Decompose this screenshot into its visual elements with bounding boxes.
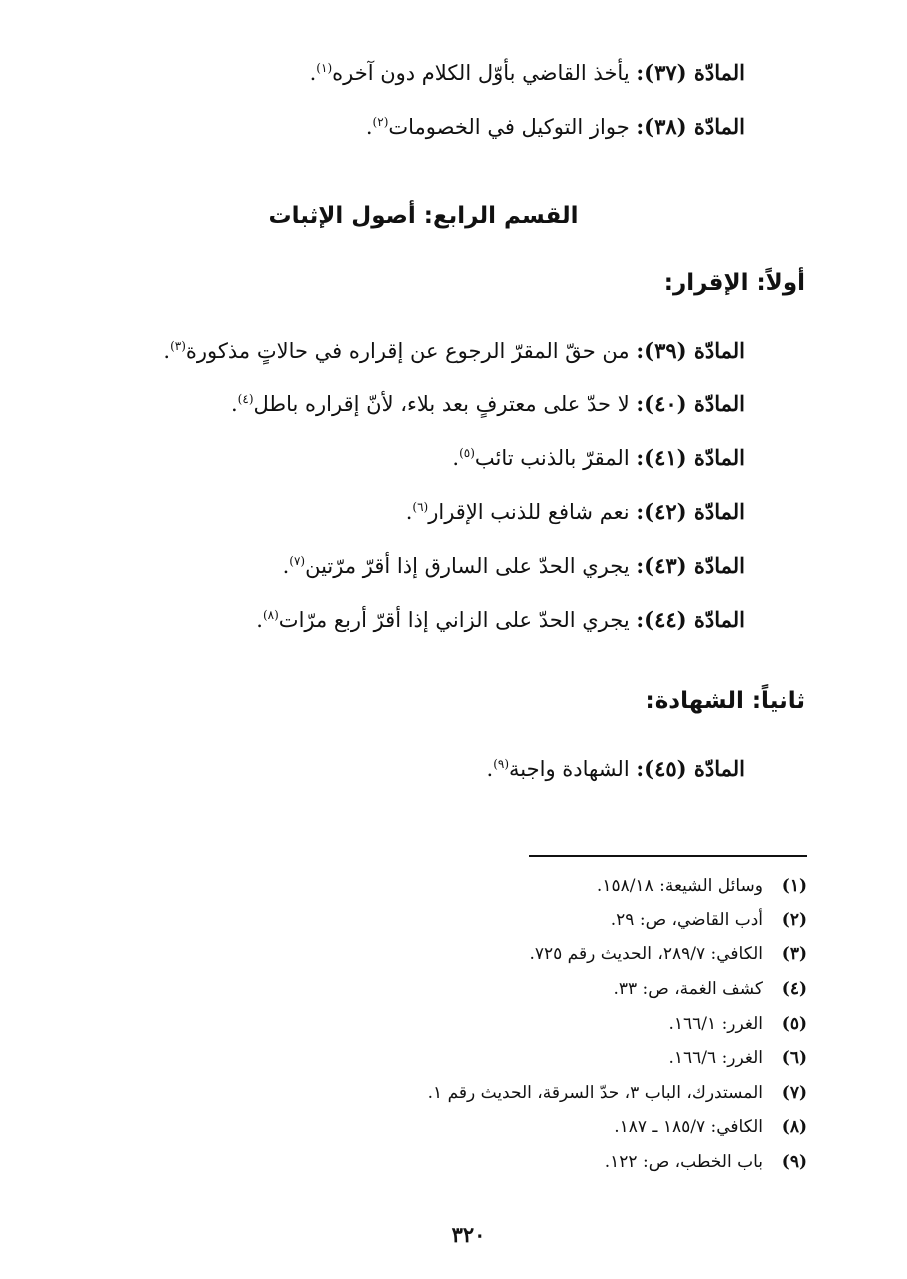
- footnote-ref: (٧): [289, 554, 306, 568]
- section-title: القسم الرابع: أصول الإثبات: [268, 203, 579, 229]
- article-41: المادّة (٤١): المقرّ بالذنب تائب$^{(٥)}$.: [452, 445, 745, 470]
- article-text: من حقّ المقرّ الرجوع عن إقراره في حالاتٍ مذكورة: [185, 339, 630, 363]
- footnote-ref: (٥): [459, 446, 475, 460]
- footnote-item: [605, 1150, 807, 1174]
- footnote-ref: (٢): [372, 115, 389, 129]
- footnote-ref: (٦): [412, 500, 429, 514]
- article-37: المادّة (٣٧): يأخذ القاضي بأوّل الكلام دون آخره$^{(١)}$.: [309, 60, 745, 85]
- article-39: المادّة (٣٩): من حقّ المقرّ الرجوع عن إقراره في حالاتٍ مذكورة$^{(٣)}$.: [163, 338, 745, 363]
- subsection-shahada-title: ثانياً: الشهادة:: [645, 688, 805, 714]
- footnote-item: [614, 1115, 807, 1139]
- footnote-text: الغرر: ١٦٦/٦.: [668, 1048, 763, 1068]
- footnote-item: [669, 1046, 808, 1070]
- article-40: المادّة (٤٠): لا حدّ على معترفٍ بعد بلاء، لأنّ إقراره باطل$^{(٤)}$.: [230, 391, 745, 416]
- footnote-item: [613, 977, 807, 1001]
- article-43: المادّة (٤٣): يجري الحدّ على السارق إذا أقرّ مرّتين$^{(٧)}$.: [282, 553, 745, 578]
- article-text: لا حدّ على معترفٍ بعد بلاء، لأنّ إقراره باطل: [253, 392, 630, 416]
- footnote-number: (٥): [781, 1014, 807, 1034]
- article-label: المادّة (٤٥):: [636, 756, 745, 781]
- article-text: جواز التوكيل في الخصومات: [388, 115, 630, 139]
- article-38: المادّة (٣٨): جواز التوكيل في الخصومات$^{(٢)}$.: [365, 114, 745, 139]
- footnote-item: [597, 874, 807, 898]
- article-label: المادّة (٣٨):: [636, 114, 745, 139]
- article-text: يجري الحدّ على الزاني إذا أقرّ أربع مرّات: [278, 608, 630, 632]
- footnote-number: (٤): [781, 979, 807, 999]
- article-44: المادّة (٤٤): يجري الحدّ على الزاني إذا أقرّ أربع مرّات$^{(٨)}$.: [256, 607, 745, 632]
- footnote-number: (٦): [781, 1048, 807, 1068]
- footnote-item: [428, 1081, 807, 1105]
- article-label: المادّة (٣٩):: [636, 338, 745, 363]
- article-45: المادّة (٤٥): الشهادة واجبة$^{(٩)}$.: [486, 756, 745, 781]
- subsection-iqrar-title: أولاً: الإقرار:: [663, 270, 805, 296]
- footnote-item: [529, 942, 807, 966]
- footnote-number: (٧): [781, 1083, 807, 1103]
- article-text: يأخذ القاضي بأوّل الكلام دون آخره: [332, 61, 630, 85]
- footnote-text: باب الخطب، ص: ١٢٢.: [604, 1152, 763, 1172]
- footnote-number: (٨): [781, 1117, 807, 1137]
- footnote-text: الكافي: ١٨٥/٧ ـ ١٨٧.: [614, 1117, 763, 1137]
- article-label: المادّة (٣٧):: [636, 60, 745, 85]
- footnote-item: [611, 908, 807, 932]
- article-text: الشهادة واجبة: [509, 757, 630, 781]
- footnote-ref: (٣): [170, 339, 186, 353]
- footnote-item: [669, 1012, 808, 1036]
- footnote-text: وسائل الشيعة: ١٥٨/١٨.: [596, 876, 763, 896]
- footnote-number: (٩): [781, 1152, 807, 1172]
- footnote-text: الغرر: ١٦٦/١.: [668, 1014, 763, 1034]
- footnote-ref: (٨): [262, 608, 279, 622]
- article-label: المادّة (٤٠):: [636, 391, 745, 416]
- footnote-number: (١): [781, 876, 807, 896]
- page-number: ٣٢٠: [451, 1222, 486, 1247]
- article-text: يجري الحدّ على السارق إذا أقرّ مرّتين: [305, 554, 630, 578]
- footnote-text: كشف الغمة، ص: ٣٣.: [613, 979, 763, 999]
- footnote-ref: (٩): [493, 757, 510, 771]
- article-label: المادّة (٤١):: [636, 445, 745, 470]
- footnote-ref: (١): [316, 61, 333, 75]
- footnote-ref: (٤): [237, 392, 254, 406]
- article-text: نعم شافع للذنب الإقرار: [428, 500, 630, 524]
- footnote-separator: [529, 855, 807, 857]
- footnote-text: المستدرك، الباب ٣، حدّ السرقة، الحديث رقم ١.: [427, 1083, 763, 1103]
- footnote-number: (٢): [781, 910, 807, 930]
- footnote-text: الكافي: ٢٨٩/٧، الحديث رقم ٧٢٥.: [529, 944, 763, 964]
- article-label: المادّة (٤٤):: [636, 607, 745, 632]
- footnote-text: أدب القاضي، ص: ٢٩.: [610, 910, 763, 930]
- footnote-number: (٣): [781, 944, 807, 964]
- article-42: المادّة (٤٢): نعم شافع للذنب الإقرار$^{(٦)}$.: [405, 499, 745, 524]
- article-label: المادّة (٤٢):: [636, 499, 745, 524]
- article-text: المقرّ بالذنب تائب: [474, 446, 630, 470]
- article-label: المادّة (٤٣):: [636, 553, 745, 578]
